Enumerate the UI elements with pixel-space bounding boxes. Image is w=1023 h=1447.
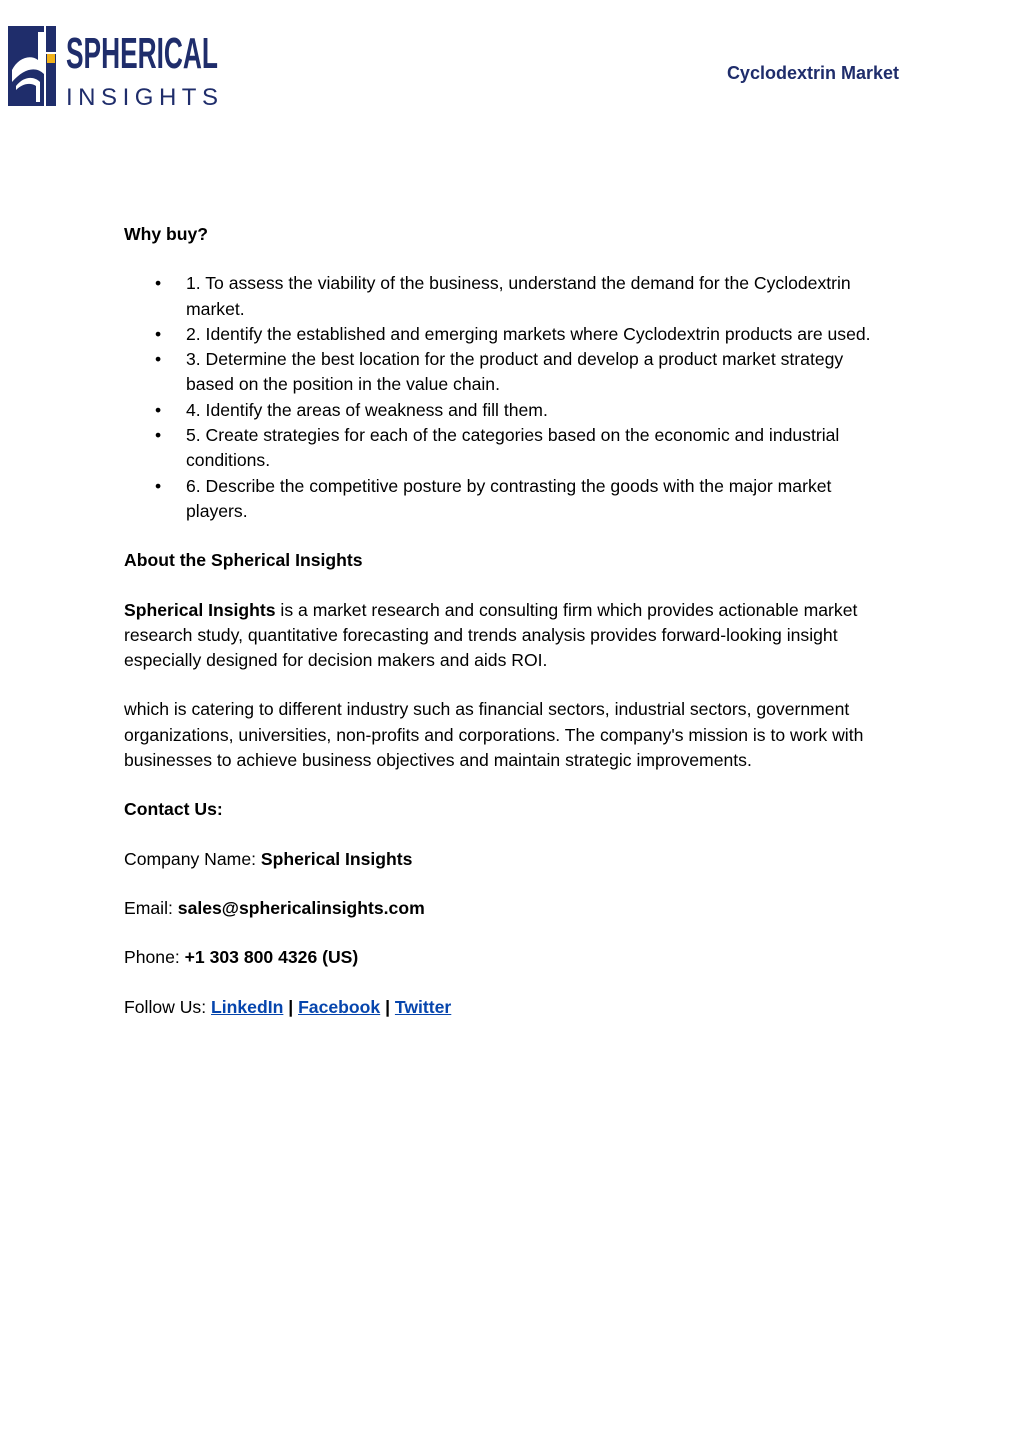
contact-phone: Phone: +1 303 800 4326 (US) [124, 947, 359, 968]
follow-us: Follow Us: LinkedIn | Facebook | Twitter [124, 996, 452, 1017]
bullet-icon: • [155, 349, 162, 370]
twitter-link[interactable]: Twitter [394, 996, 452, 1017]
page-header [0, 0, 1023, 120]
bullet-icon: • [155, 475, 162, 496]
contact-email: Email: sales@sphericalinsights.com [124, 897, 425, 918]
document-body [124, 222, 894, 1044]
bullet-icon: • [155, 323, 162, 344]
bullet-icon: • [155, 425, 162, 446]
list-item: • 4. Identify the areas of weakness and fill them. [186, 398, 894, 423]
contact-heading: Contact Us: [124, 799, 223, 820]
link-separator: | [283, 996, 299, 1017]
list-item: • 1. To assess the viability of the business, understand the demand for the Cyclodextrin market. [155, 273, 851, 319]
linkedin-link[interactable]: LinkedIn [211, 996, 284, 1017]
facebook-link[interactable]: Facebook [298, 996, 381, 1017]
document-title: Cyclodextrin Market [726, 63, 899, 83]
spherical-insights-logo [8, 24, 223, 111]
email-value[interactable]: sales@sphericalinsights.com [177, 897, 425, 918]
link-separator: | [380, 996, 395, 1017]
list-item: • 6. Describe the competitive posture by contrasting the goods with the major market players. [155, 475, 832, 521]
contact-company: Company Name: Spherical Insights [124, 848, 413, 869]
why-buy-list [124, 271, 894, 524]
list-item: • 5. Create strategies for each of the categories based on the economic and industrial conditions. [155, 425, 840, 471]
why-buy-heading: Why buy? [124, 224, 209, 244]
svg-text:SPHERICAL: SPHERICAL [66, 29, 218, 78]
about-paragraph-1: Spherical Insights is a market research and consulting firm which provides actionable market research study, quantitative forecasting and trends analysis provides forward-looking insight especially designed for decision makers and aids ROI. [124, 599, 858, 671]
phone-value[interactable]: +1 303 800 4326 (US) [184, 947, 359, 968]
bullet-icon: • [155, 273, 162, 294]
list-item: • 3. Determine the best location for the product and develop a product market strategy based on the position in the value chain. [155, 349, 844, 395]
bullet-icon: • [155, 399, 162, 420]
company-name-bold: Spherical Insights [124, 599, 276, 620]
list-item: • 2. Identify the established and emerging markets where Cyclodextrin products are used. [186, 322, 894, 347]
svg-text:INSIGHTS: INSIGHTS [66, 84, 218, 111]
about-heading: About the Spherical Insights [124, 550, 363, 571]
about-paragraph-2: which is catering to different industry such as financial sectors, industrial sectors, government organizations, universities, non-profits and corporations. The company's mission is to work with businesses to achieve business objectives and maintain strategic improvements. [124, 699, 864, 771]
company-name-value: Spherical Insights [260, 848, 413, 869]
